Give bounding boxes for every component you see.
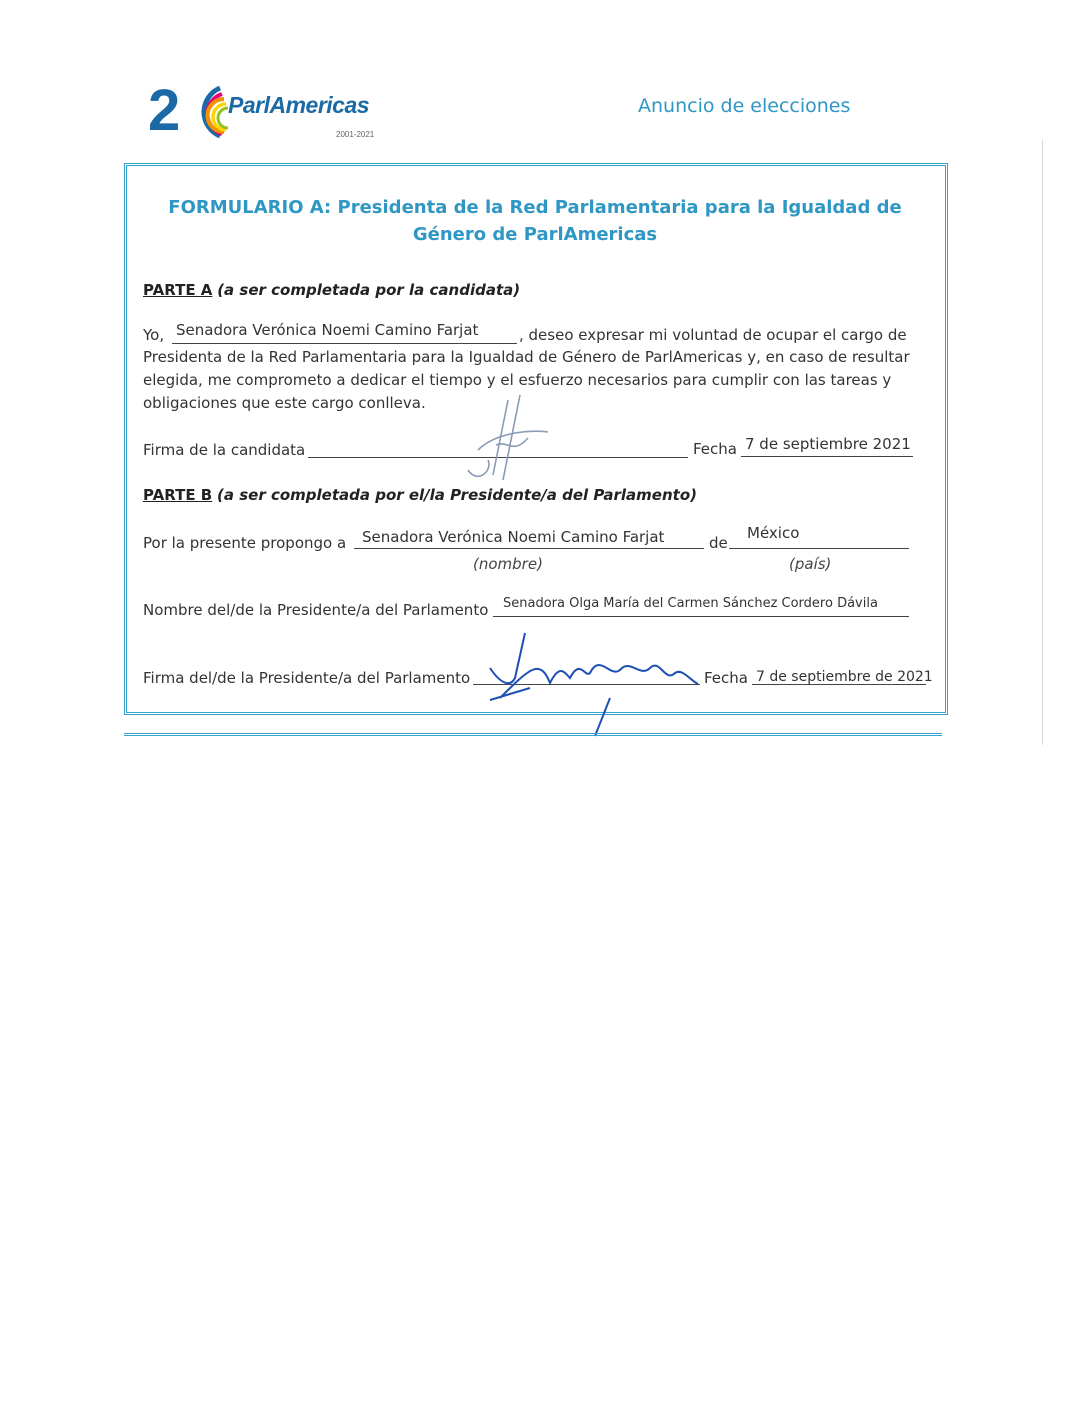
propose-label: Por la presente propongo a	[143, 534, 347, 552]
nominee-line	[354, 548, 704, 549]
parlamericas-logo	[148, 78, 388, 142]
part-a-label: PARTE A	[143, 281, 213, 299]
president-date-field[interactable]: 7 de septiembre de 2021	[756, 669, 933, 685]
intro-text: Yo,	[143, 326, 165, 344]
president-name-line	[493, 616, 909, 617]
name-caption: (nombre)	[473, 555, 543, 573]
candidate-signature-image	[448, 390, 558, 490]
bottom-rule	[124, 733, 942, 739]
statement-paragraph: Presidenta de la Red Parlamentaria para la Igualdad de Género de ParlAmericas y, en caso de resultar elegida, me comprometo a dedicar el tiempo y el esfuerzo necesarios para cumplir con las tareas y obligaciones que este cargo conlleva.	[143, 348, 910, 412]
candidate-name-field[interactable]: Senadora Verónica Noemi Camino Farjat	[176, 321, 479, 339]
president-name-label: Nombre del/de la Presidente/a del Parlamento	[143, 601, 489, 619]
part-a-note: (a ser completada por la candidata)	[217, 281, 521, 299]
statement-start: , deseo expresar mi voluntad de ocupar el cargo de	[519, 326, 907, 344]
candidate-date-field[interactable]: 7 de septiembre 2021	[745, 435, 911, 453]
part-b-heading	[143, 486, 697, 504]
part-b-note: (a ser completada por el/la Presidente/a del Parlamento)	[217, 486, 697, 504]
president-name-field[interactable]: Senadora Olga María del Carmen Sánchez Cordero Dávila	[503, 596, 878, 611]
country-caption: (país)	[789, 555, 832, 573]
president-signature-image	[470, 628, 710, 738]
svg-text:2: 2	[148, 78, 181, 142]
of-label: de	[709, 534, 728, 552]
president-date-label: Fecha	[704, 669, 748, 687]
nominee-field[interactable]: Senadora Verónica Noemi Camino Farjat	[362, 528, 665, 546]
part-a-heading	[143, 281, 520, 299]
country-line	[729, 548, 909, 549]
candidate-date-line	[741, 456, 913, 457]
form-title: FORMULARIO A: Presidenta de la Red Parlamentaria para la Igualdad de Género de ParlAmericas	[168, 197, 902, 245]
parlamericas-20-logo-icon	[148, 78, 228, 142]
scan-edge	[1042, 140, 1043, 745]
candidate-signature-label: Firma de la candidata	[143, 441, 306, 459]
page-header-title: Anuncio de elecciones	[638, 95, 851, 117]
logo-years: 2001-2021	[336, 130, 375, 139]
president-signature-label: Firma del/de la Presidente/a del Parlamento	[143, 669, 471, 687]
country-field[interactable]: México	[747, 524, 800, 542]
candidate-name-line	[172, 343, 517, 344]
candidate-date-label: Fecha	[693, 440, 737, 458]
logo-wordmark: ParlAmericas	[228, 92, 370, 118]
part-b-label: PARTE B	[143, 486, 213, 504]
